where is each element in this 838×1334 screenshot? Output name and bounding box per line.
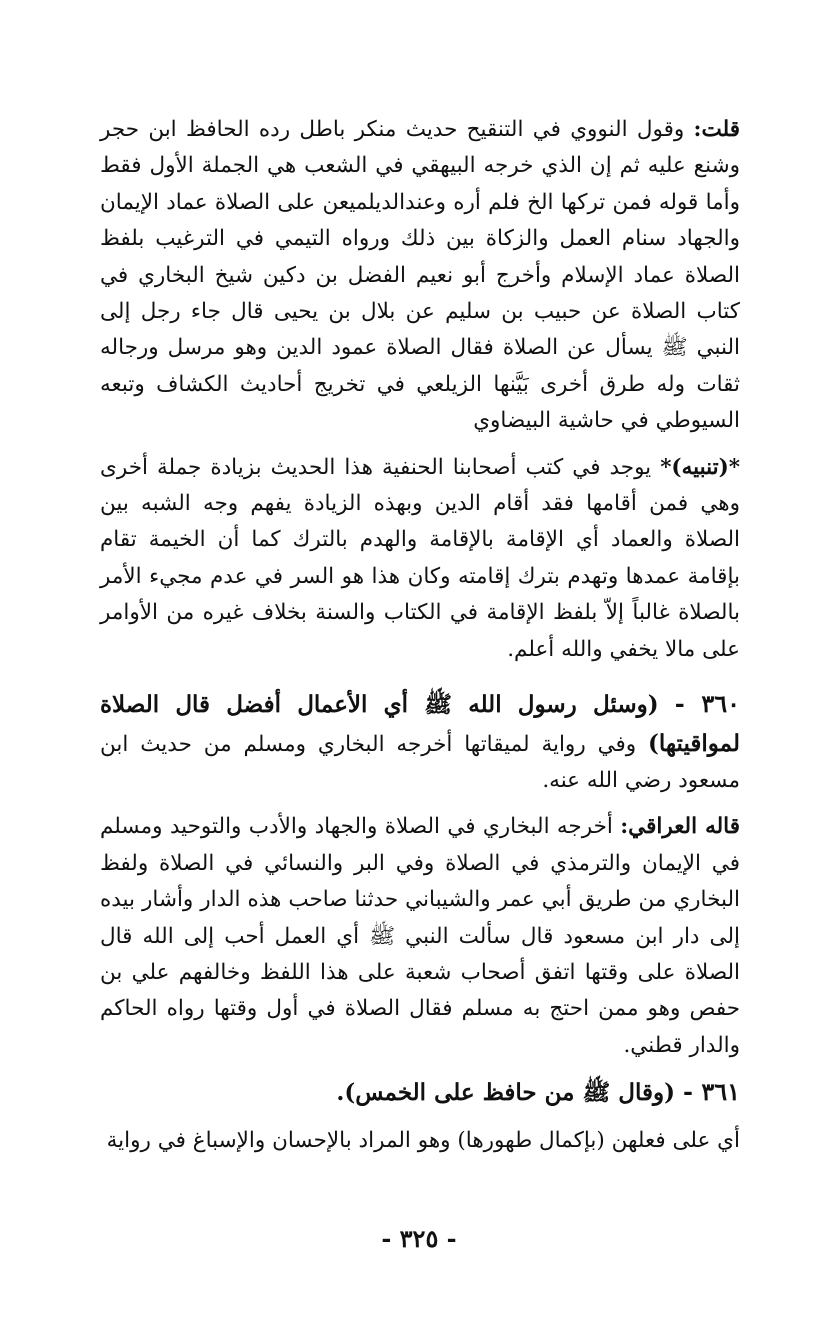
paragraph-text: أخرجه البخاري في الصلاة والجهاد والأدب والتوحيد ومسلم في الإيمان والترمذي في الصلاة وفي البر والنسائي في الصلاة ولفظ البخاري من طريق أبي عمر والشيباني حدثنا صاحب هذه الدار وأشار بيده إلى دار ابن مسعود قال سألت النبي ﷺ أي العمل أحب إلى الله قال الصلاة على وقتها اتفق أصحاب شعبة على هذا اللفظ وخالفهم علي بن حفص وهو ممن احتج به مسلم فقال الصلاة في أول وقتها رواه الحاكم والدار قطني. bbox=[100, 814, 740, 1058]
hadith-360 bbox=[100, 686, 740, 799]
hadith-heading: (وسئل رسول الله ﷺ أي الأعمال أفضل قال الصلاة لمواقيتها) bbox=[100, 691, 740, 757]
hadith-361 bbox=[100, 1074, 740, 1112]
page-body bbox=[100, 112, 740, 1159]
paragraph-lead-iraqi: قاله العراقي: bbox=[620, 814, 740, 840]
paragraph-iraqi bbox=[100, 809, 740, 1064]
hadith-number: ٣٦٠ - bbox=[674, 689, 740, 719]
paragraph-lead-tanbih: *(تنبيه)* bbox=[660, 454, 740, 480]
hadith-heading: (وقال ﷺ من حافظ على الخمس). bbox=[336, 1079, 683, 1107]
paragraph-text: أي على فعلهن (بإكمال طهورها) وهو المراد بالإحسان والإسباغ في رواية bbox=[106, 1127, 740, 1153]
paragraph-commentary bbox=[100, 112, 740, 440]
paragraph-text: وقول النووي في التنقيح حديث منكر باطل رده الحافظ ابن حجر وشنع عليه ثم إن الذي خرجه البيهقي في الشعب هي الجملة الأول فقط وأما قوله فمن تركها الخ فلم أره وعندالديلميعن على الصلاة عماد الإيمان والجهاد سنام العمل والزكاة بين ذلك ورواه التيمي في الترغيب بلفظ الصلاة عماد الإسلام وأخرج أبو نعيم الفضل بن دكين شيخ البخاري في كتاب الصلاة عن حبيب بن سليم عن بلال بن يحيى قال جاء رجل إلى النبي ﷺ يسأل عن الصلاة فقال الصلاة عمود الدين وهو مرسل ورجاله ثقات وله طرق أخرى بَيَّنها الزيلعي في تخريج أحاديث الكشاف وتبعه السيوطي في حاشية البيضاوي bbox=[100, 117, 740, 434]
paragraph-text: يوجد في كتب أصحابنا الحنفية هذا الحديث بزيادة جملة أخرى وهي فمن أقامها فقد أقام الدين وبهذه الزيادة يفهم وجه الشبه بين الصلاة والعماد أي الإقامة بالإقامة والهدم بالترك كما أن الخيمة تقام بإقامة عمدها وتهدم بترك إقامته وكان هذا هو السر في عدم مجيء الأمر بالصلاة غالباً إلاّ بلفظ الإقامة في الكتاب والسنة بخلاف غيره من الأوامر على مالا يخفي والله أعلم. bbox=[100, 454, 740, 662]
page-number: - ٣٢٥ - bbox=[381, 1224, 457, 1253]
hadith-number: ٣٦١ - bbox=[683, 1077, 740, 1107]
paragraph-note bbox=[100, 450, 740, 668]
paragraph-explanation bbox=[100, 1123, 740, 1159]
paragraph-lead-qultu: قلت: bbox=[693, 117, 740, 142]
paragraph-text: وفي رواية لميقاتها أخرجه البخاري ومسلم من حديث ابن مسعود رضي الله عنه. bbox=[100, 731, 740, 793]
